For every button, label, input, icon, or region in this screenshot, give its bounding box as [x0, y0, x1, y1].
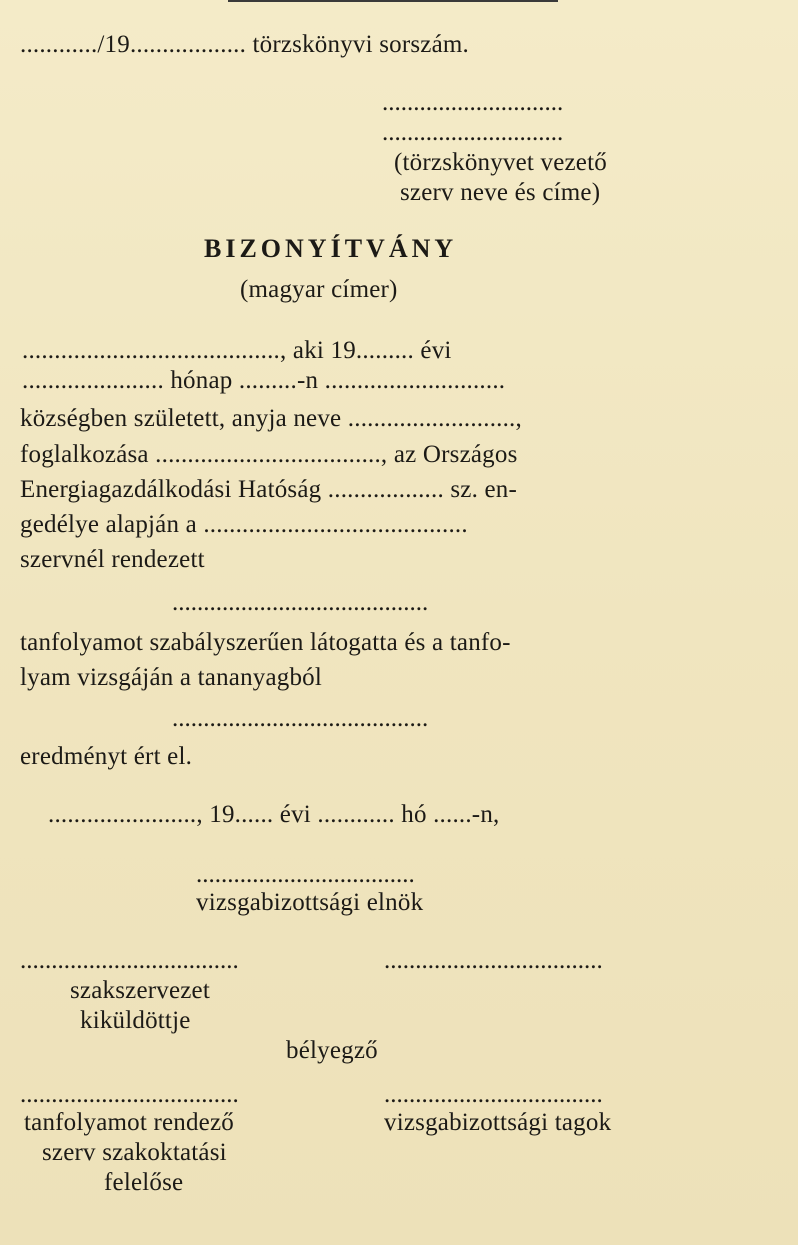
- stamp-label: bélyegző: [286, 1037, 378, 1064]
- registry-number-line: ............/19.................. törzskönyvi sorszám.: [20, 31, 469, 58]
- issuer-caption-2: szerv neve és címe): [400, 179, 601, 206]
- union-label-2: kiküldöttje: [80, 1007, 191, 1034]
- body-line-9: lyam vizsgáján a tananyagból: [20, 664, 323, 691]
- body-line-10: eredményt ért el.: [20, 743, 193, 770]
- issuer-dots-2: .............................: [382, 119, 564, 146]
- members-signature-dots: ...................................: [384, 1081, 603, 1108]
- body-line-2: ...................... hónap .........-n ............................: [22, 367, 506, 394]
- union-signature-dots: ...................................: [20, 947, 239, 974]
- organizer-label-3: felelőse: [104, 1169, 184, 1196]
- organizer-label-2: szerv szakoktatási: [42, 1139, 227, 1166]
- body-line-5: Energiagazdálkodási Hatóság .................. sz. en-: [20, 476, 518, 503]
- members-label: vizsgabizottsági tagok: [384, 1109, 612, 1136]
- body-line-1: ........................................, aki 19......... évi: [22, 337, 452, 364]
- body-line-8: tanfolyamot szabályszerűen látogatta és a tanfo-: [20, 629, 511, 656]
- chair-label: vizsgabizottsági elnök: [196, 889, 424, 916]
- union-label-1: szakszervezet: [70, 977, 211, 1004]
- right-signature-dots: ...................................: [384, 947, 603, 974]
- course-name-dots: .........................................: [172, 589, 429, 616]
- date-line: ......................., 19...... évi ............ hó ......-n,: [48, 801, 500, 828]
- result-dots: .........................................: [172, 705, 429, 732]
- body-line-6: gedélye alapján a .........................................: [20, 511, 468, 538]
- body-line-3: községben született, anyja neve ..........................,: [20, 405, 522, 432]
- body-line-4: foglalkozása ..................................., az Országos: [20, 441, 518, 468]
- certificate-title: BIZONYÍTVÁNY: [204, 234, 458, 263]
- body-line-7: szervnél rendezett: [20, 546, 205, 573]
- coat-of-arms-caption: (magyar címer): [240, 276, 398, 303]
- top-rule: [228, 0, 558, 2]
- issuer-dots-1: .............................: [382, 89, 564, 116]
- chair-signature-dots: ...................................: [196, 861, 415, 888]
- organizer-label-1: tanfolyamot rendező: [24, 1109, 234, 1136]
- organizer-signature-dots: ...................................: [20, 1081, 239, 1108]
- issuer-caption-1: (törzskönyvet vezető: [394, 149, 607, 176]
